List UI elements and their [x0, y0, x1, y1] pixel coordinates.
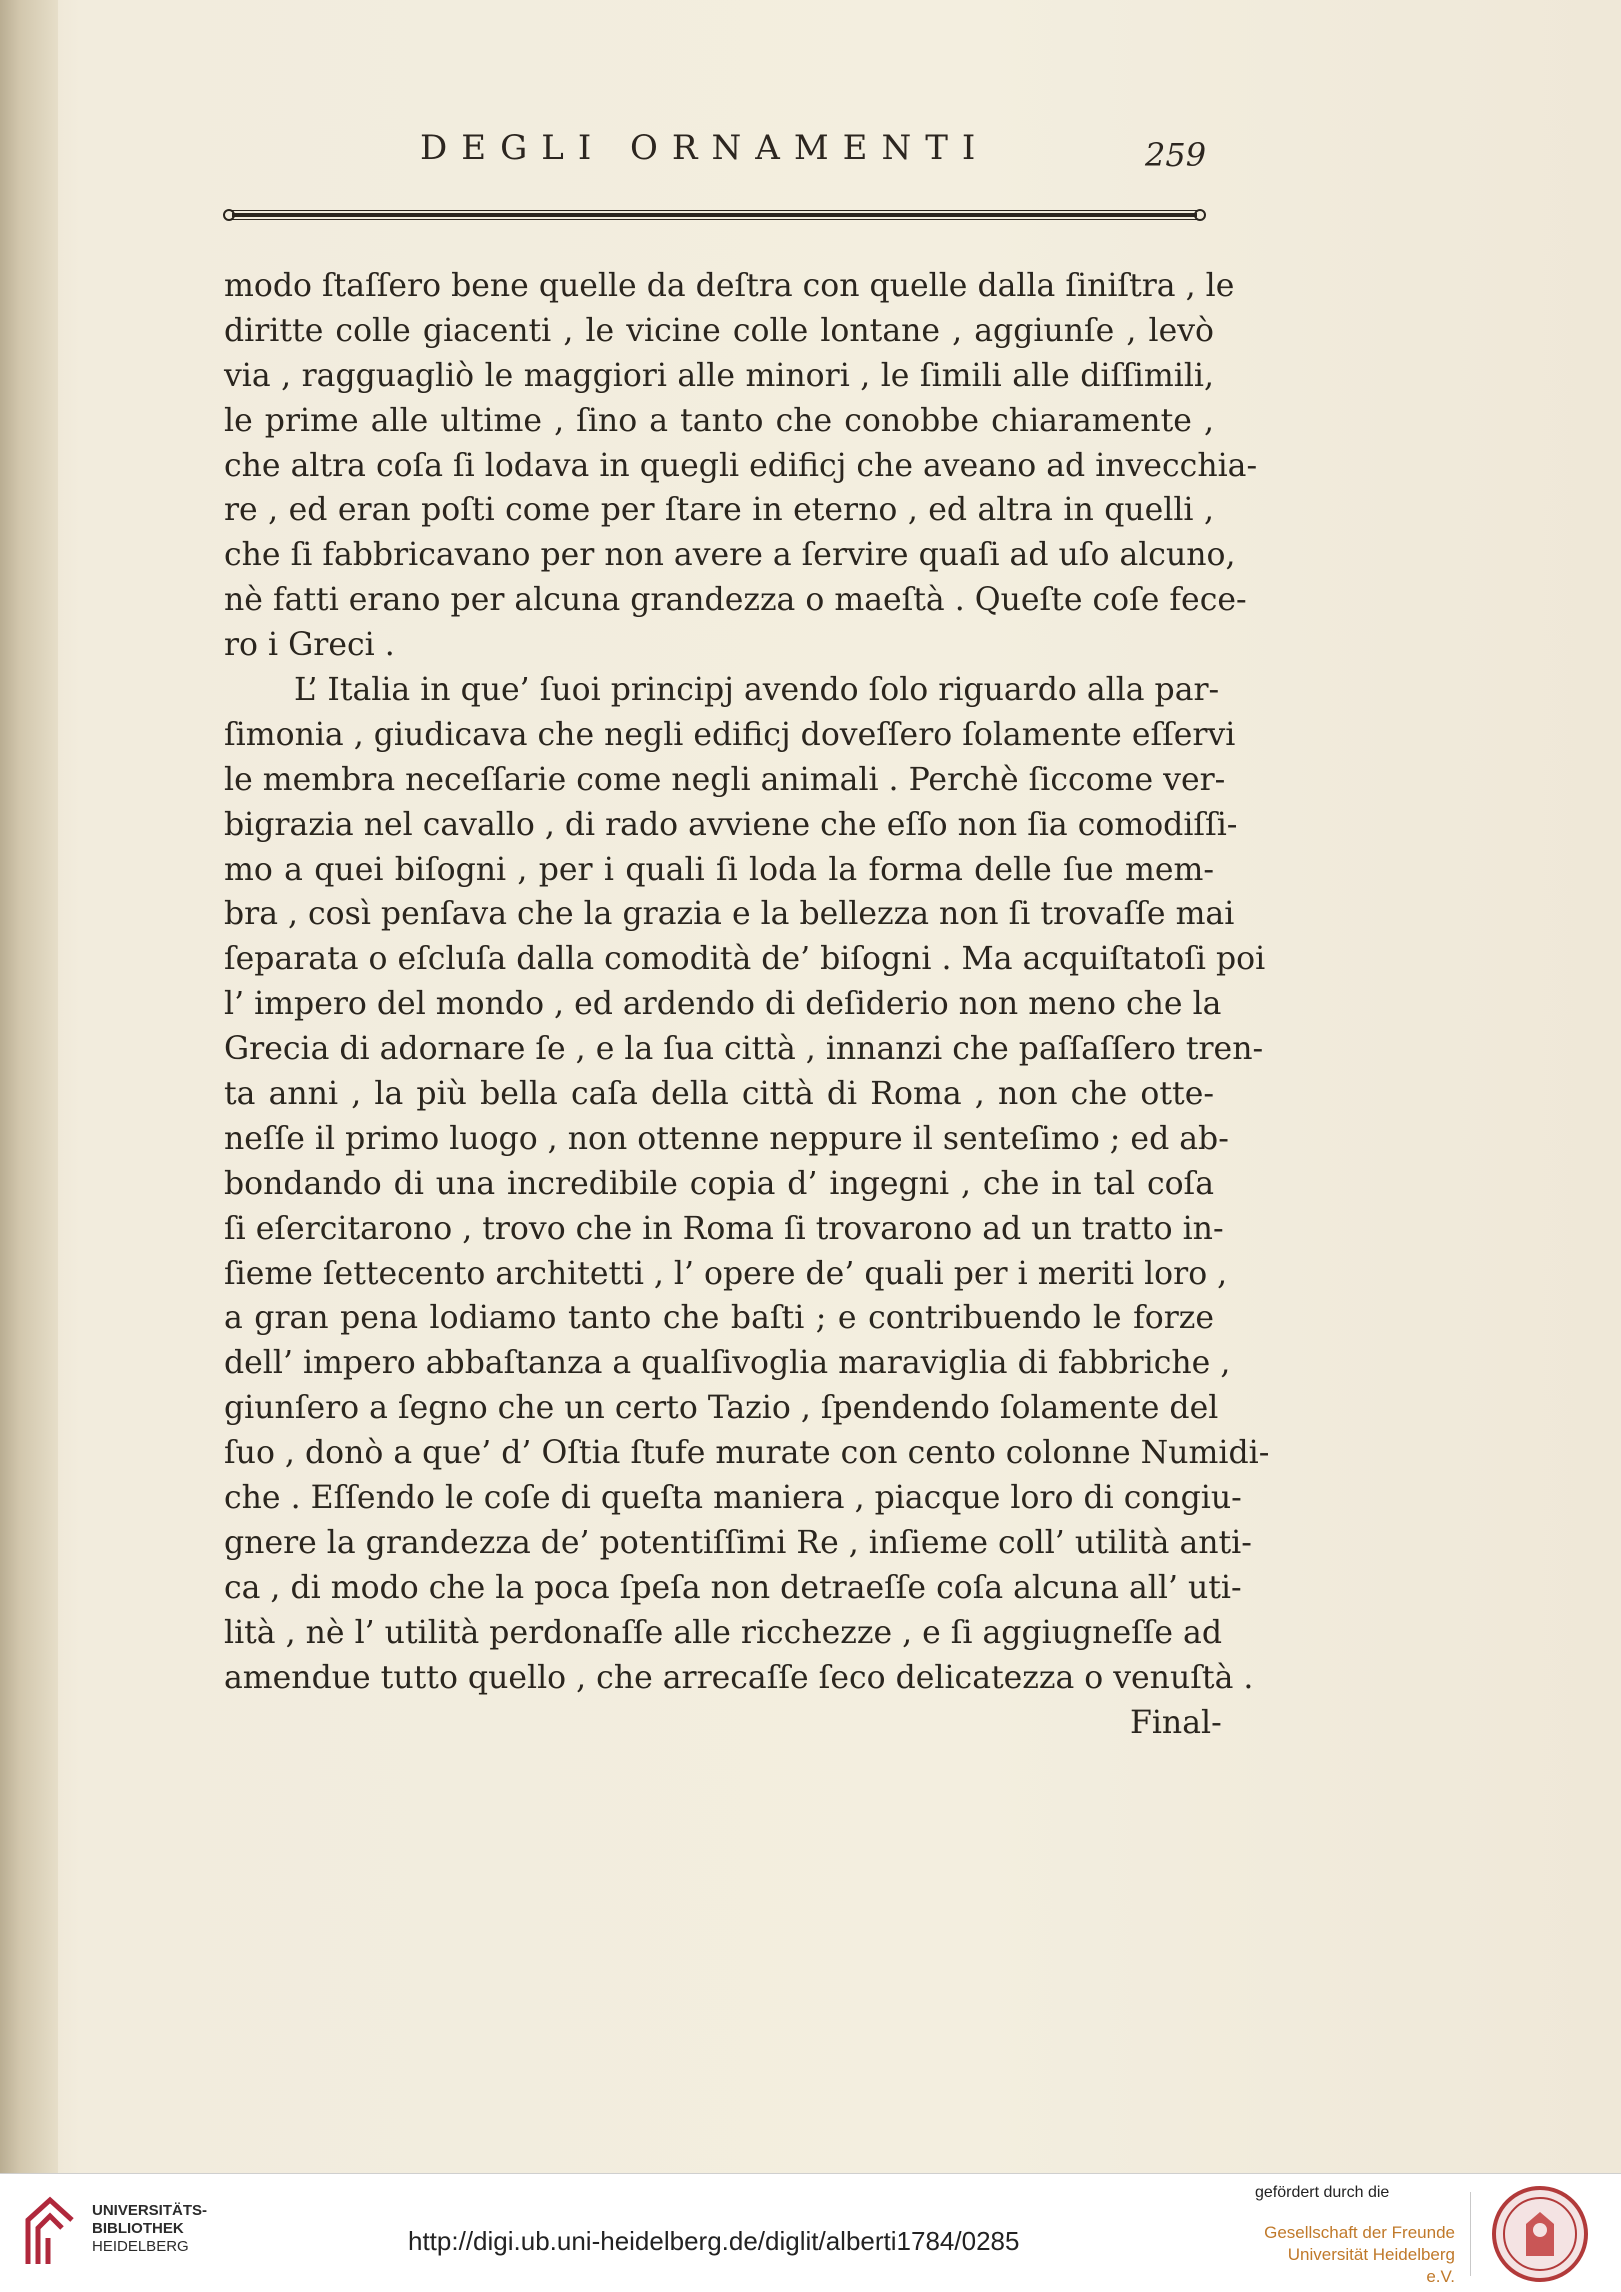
text-line: a gran pena lodiamo tanto che baſti ; e contribuendo le forze	[224, 1300, 1214, 1337]
ub-heidelberg-logo-icon	[20, 2194, 80, 2268]
text-line: ro i Greci .	[224, 627, 395, 664]
library-name-line: UNIVERSITÄTS-	[92, 2202, 208, 2219]
text-line: gnere la grandezza de’ potentiſſimi Re , inſieme coll’ utilità anti-	[224, 1524, 1252, 1561]
text-line: diritte colle giacenti , le vicine colle lontane , aggiunſe , levò	[224, 312, 1214, 349]
text-line: nè fatti erano per alcuna grandezza o maeſtà . Queſte coſe fece-	[224, 582, 1247, 619]
page-spine-shadow	[0, 0, 58, 2173]
text-line: bigrazia nel cavallo , di rado avviene che eſſo non ſia comodiſſi-	[224, 806, 1238, 843]
text-line: che ſi fabbricavano per non avere a ſervire quaſi ad uſo alcuno,	[224, 537, 1236, 574]
text-line: ſi eſercitarono , trovo che in Roma ſi trovarono ad un tratto in-	[224, 1210, 1224, 1247]
text-line: ſieme ſettecento architetti , l’ opere de’ quali per i meriti loro ,	[224, 1255, 1228, 1292]
text-line: ca , di modo che la poca ſpeſa non detraeſſe coſa alcuna all’ uti-	[224, 1569, 1242, 1606]
text-line: bondando di una incredibile copia d’ ingegni , che in tal coſa	[224, 1165, 1214, 1202]
text-line: giunſero a ſegno che un certo Tazio , ſpendendo ſolamente del	[224, 1390, 1219, 1427]
text-line: mo a quei biſogni , per i quali ſi loda la forma delle ſue mem-	[224, 851, 1214, 888]
sponsor-line: Universität Heidelberg e.V.	[1287, 2245, 1455, 2286]
text-line: bra , così penſava che la grazia e la bellezza non ſi trovaſſe mai	[224, 896, 1235, 933]
text-line: lità , nè l’ utilità perdonaſſe alle ricchezze , e ſi aggiugneſſe ad	[224, 1614, 1223, 1651]
funded-by-label: gefördert durch die	[1255, 2184, 1390, 2201]
library-name-line: BIBLIOTHEK	[92, 2220, 184, 2237]
library-name-line: HEIDELBERG	[92, 2238, 189, 2255]
text-line: Grecia di adornare ſe , e la ſua città , innanzi che paſſaſſero tren-	[224, 1031, 1264, 1068]
catchword: Final-	[1130, 1705, 1222, 1741]
text-line: neſſe il primo luogo , non ottenne neppure il senteſimo ; ed ab-	[224, 1120, 1229, 1157]
text-line: l’ impero del mondo , ed ardendo di deſiderio non meno che la	[224, 986, 1222, 1023]
text-line: che . Eſſendo le coſe di queſta maniera , piacque loro di congiu-	[224, 1480, 1242, 1517]
university-seal-icon	[1490, 2184, 1590, 2284]
running-header: DEGLI ORNAMENTI	[420, 128, 990, 168]
text-line: ſimonia , giudicava che negli edificj doveſſero ſolamente eſſervi	[224, 716, 1236, 753]
sponsor-line: Gesellschaft der Freunde	[1264, 2223, 1455, 2242]
text-line: ſuo , donò a que’ d’ Oſtia ſtufe murate con cento colonne Numidi-	[224, 1435, 1270, 1472]
ornamental-rule	[222, 208, 1207, 222]
body-text	[224, 264, 1270, 1701]
page-number: 259	[1145, 136, 1207, 174]
text-line: ta anni , la più bella caſa della città di Roma , non che otte-	[224, 1076, 1214, 1113]
digitization-footer	[0, 2173, 1621, 2292]
text-line: amendue tutto quello , che arrecaſſe ſeco delicatezza o venuſtà .	[224, 1659, 1254, 1696]
text-line: ſeparata o eſcluſa dalla comodità de’ biſogni . Ma acquiſtatoſi poi	[224, 941, 1266, 978]
text-line: via , ragguagliò le maggiori alle minori , le ſimili alle diſſimili,	[224, 357, 1214, 394]
text-line: le prime alle ultime , ſino a tanto che conobbe chiaramente ,	[224, 402, 1214, 439]
text-line: L’ Italia in que’ ſuoi principj avendo ſolo riguardo alla par-	[294, 672, 1220, 709]
footer-divider	[1470, 2192, 1471, 2276]
text-line: che altra coſa ſi lodava in quegli edificj che aveano ad invecchia-	[224, 447, 1258, 484]
text-line: le membra neceſſarie come negli animali . Perchè ſiccome ver-	[224, 761, 1226, 798]
text-line: modo ſtaſſero bene quelle da deſtra con quelle dalla ſiniſtra , le	[224, 268, 1235, 304]
library-name	[92, 2202, 232, 2256]
text-line: re , ed eran poſti come per ſtare in eterno , ed altra in quelli ,	[224, 492, 1214, 529]
text-line: dell’ impero abbaſtanza a qualſivoglia maraviglia di fabbriche ,	[224, 1345, 1231, 1382]
permalink-url[interactable]: http://digi.ub.uni-heidelberg.de/diglit/alberti1784/0285	[408, 2226, 1020, 2256]
sponsor-name	[1260, 2222, 1455, 2288]
